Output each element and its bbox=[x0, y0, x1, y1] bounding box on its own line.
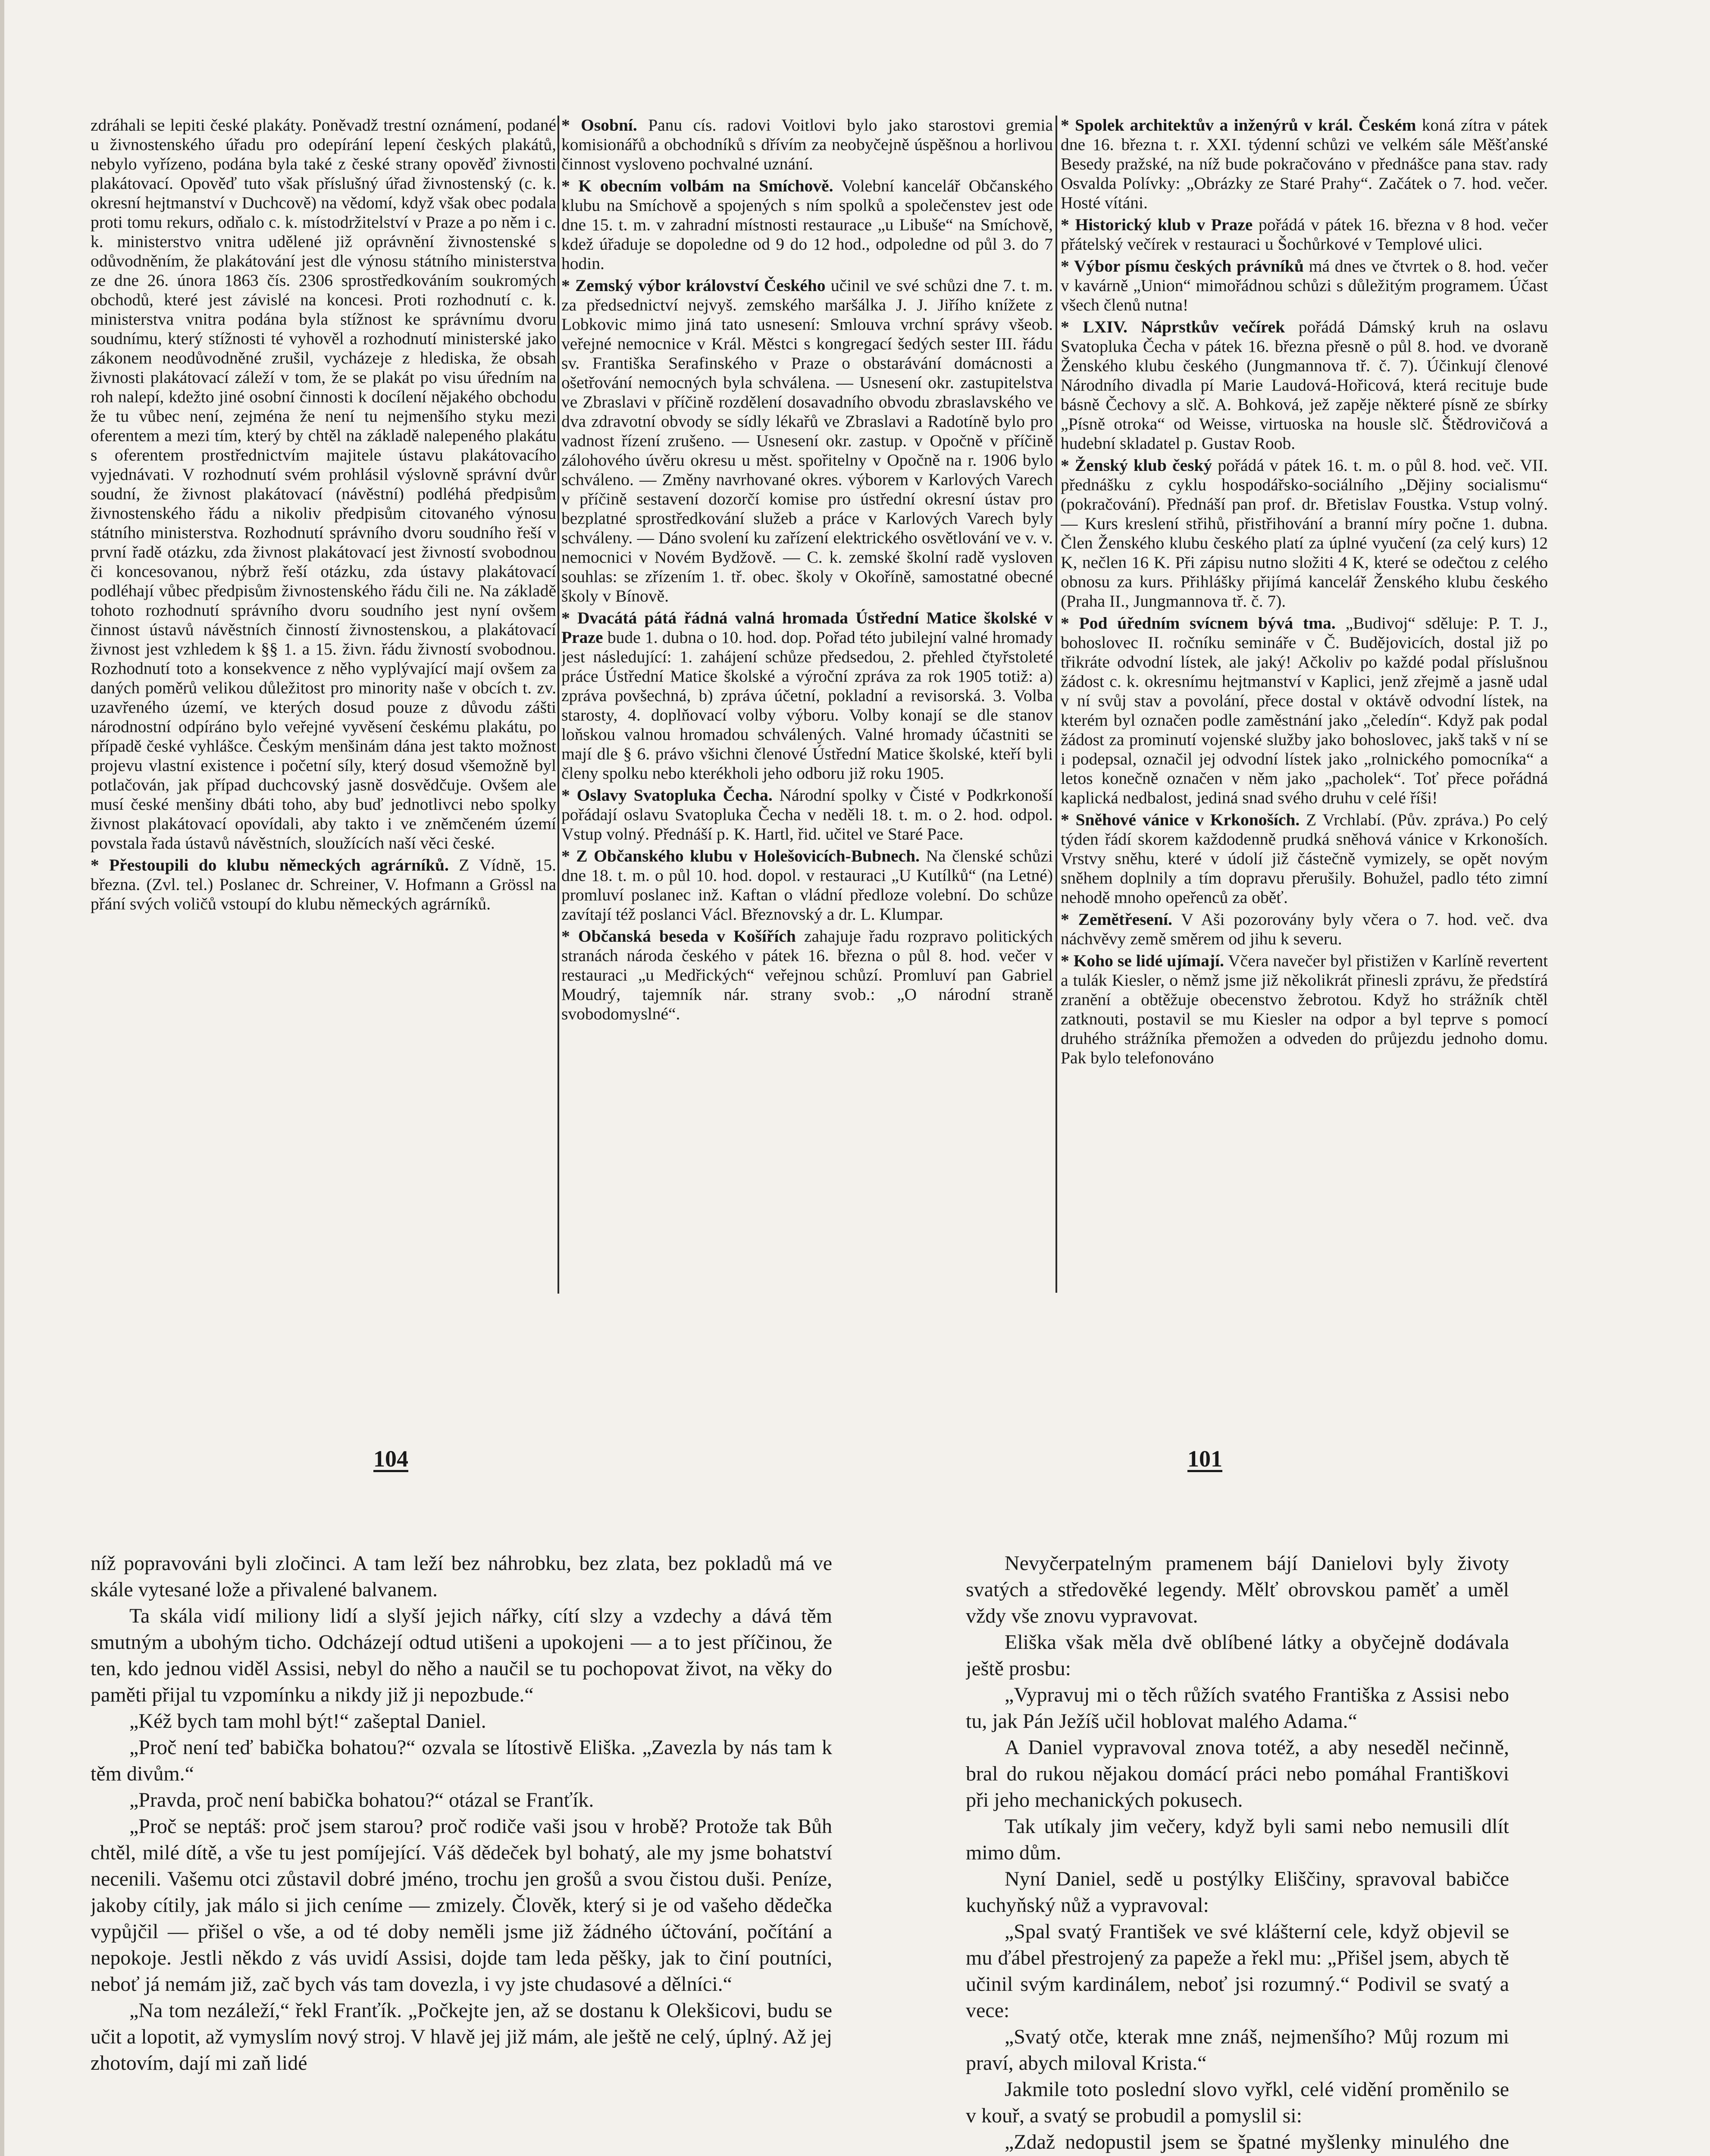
news-item-text: Na členské schůzi dne 18. t. m. o půl 10. hod. dopol. v restauraci „U Kutílků“ (na Letné) promluví poslanec inž. Kaftan o vládní předloze volební. Do schůze zavítají též poslanci Václ. Březnovský a dr. L. Klumpar. bbox=[561, 846, 1053, 924]
news-item bbox=[1061, 215, 1548, 254]
scan-left-edge bbox=[0, 0, 4, 2156]
news-item bbox=[561, 276, 1053, 606]
news-item bbox=[1061, 317, 1548, 453]
news-item-heading: * Oslavy Svatopluka Čecha. bbox=[561, 786, 773, 805]
news-item bbox=[1061, 810, 1548, 907]
news-item-heading: * Výbor písmu českých právníků bbox=[1061, 257, 1304, 276]
news-item bbox=[561, 608, 1053, 783]
news-item-text: zahajuje řadu rozpravo politických stranách národa českého v pátek 16. března o půl 8. hod. večer v restauraci „u Medřických“ veřejnou schůzí. Promluví pan Gabriel Moudrý, tajemník nár. strany svob.: „O národní straně svobodomyslné“. bbox=[561, 927, 1053, 1023]
story-paragraph: Eliška však měla dvě oblíbené látky a obyčejně dodávala ještě prosbu: bbox=[966, 1631, 1509, 1680]
story-paragraph: „Proč se neptáš: proč jsem starou? proč rodiče vaši jsou v hrobě? Protože tak Bůh chtěl, milé dítě, a vše tu jest pomíjející. Váš dědeček byl bohatý, ale my jsme bohatství necenili. Vašemu otci zůstavil dobré jméno, trochu jen grošů a svou čistou duši. Peníze, jakoby cítily, jak málo si jich ceníme — zmizely. Člověk, který si je od vašeho dědečka vypůjčil — přišel o vše, a od té doby neměli jsme již žádného účtování, počítání a nepokoje. Jestli někdo z vás uvidí Assisi, dojde tam leda pěšky, jak to činí poutníci, neboť já nemám již, zač bych vás tam dovezla, i vy jste chudasové a dělníci.“ bbox=[91, 1815, 832, 1996]
story-paragraph: Nyní Daniel, sedě u postýlky Eliščiny, spravoval babičce kuchyňský nůž a vypravoval: bbox=[966, 1868, 1509, 1917]
news-item-heading: * Sněhové vánice v Krkonoších. bbox=[1061, 810, 1300, 829]
news-item-text: „Budivoj“ sděluje: P. T. J., bohoslovec II. ročníku semináře v Č. Budějovicích, dostal již po třikráte odvodní lístek, ale jaký! Ačkoliv po každé podal příslušnou žádost c. k. okresnímu hejtmanství v Kaplici, jenž zřejmě a jasně udal v ní svůj stav a povolání, přece dostal v oktávě odvodní lístek, na kterém byl označen podle zaměstnání jako „čeledín“. Když pak podal žádost za prominutí vojenské služby jako bohoslovec, jakš takš v ní se i podepsal, označil jej odvodní lístek jako „rolnického pomocníka“ a letos konečně označen v něm jako „pacholek“. Toť přece pořádná kaplická nedbalost, jediná snad svého druhu v celé říši! bbox=[1061, 614, 1548, 807]
news-item-text: koná zítra v pátek dne 16. března t. r. XXI. týdenní schůzi ve velkém sále Měšťanské Besedy pražské, na níž bude pokračováno v přednášce pana stav. rady Osvalda Polívky: „Obrázky ze Staré Prahy“. Začátek o 7. hod. večer. Hosté vítáni. bbox=[1061, 116, 1548, 212]
newspaper-column-1 bbox=[91, 116, 556, 1295]
column-divider bbox=[1055, 116, 1057, 1293]
news-item-heading: * Z Občanského klubu v Holešovicích-Bubnech. bbox=[561, 846, 920, 865]
news-item-heading: * Zemětřesení. bbox=[1061, 910, 1172, 929]
story-paragraph: „Pravda, proč není babička bohatou?“ otázal se Franťík. bbox=[129, 1789, 594, 1811]
story-paragraph: Tak utíkaly jim večery, když byli sami nebo nemusili dlít mimo dům. bbox=[966, 1815, 1509, 1864]
story-paragraph: „Svatý otče, kterak mne znáš, nejmenšího? Můj rozum mi praví, abych miloval Krista.“ bbox=[966, 2025, 1509, 2075]
newspaper-column-2 bbox=[561, 116, 1053, 1284]
news-item-text: Panu cís. radovi Voitlovi bylo jako starostovi gremia komisionářů a obchodníků s dřívím za neobyčejně úspěšnou a horlivou činnost vysloveno pochvalné uznání. bbox=[561, 116, 1053, 173]
news-item-text: Včera navečer byl přistižen v Karlíně revertent a tulák Kiesler, o němž jsme již několikrát přinesli zprávu, že předstírá zranění a obtěžuje obecenstvo žebrotou. Když ho strážník chtěl zatknouti, postavil se mu Kiesler na odpor a byl teprve s pomocí druhého strážníka přemožen a odveden do průjezdu jednoho domu. Pak bylo telefonováno bbox=[1061, 951, 1548, 1067]
newspaper-column-3 bbox=[1061, 116, 1548, 1286]
story-paragraph: „Kéž bych tam mohl být!“ zašeptal Daniel. bbox=[129, 1710, 486, 1733]
news-item-text: Volební kancelář Občanského klubu na Smíchově a spojených s ním spolků a společenstev jest ode dne 15. t. m. v zahradní místnosti restaurace „u Libuše“ na Smíchově, kdež úřaduje se dopoledne od 9 do 12 hod., odpoledne od půl 3. do 7 hodin. bbox=[561, 176, 1053, 273]
news-item-text: bude 1. dubna o 10. hod. dop. Pořad této jubilejní valné hromady jest následující: 1. zahájení schůze předsedou, 2. přehled čtyřstoleté práce Ústřední Matice školské a výroční zpráva za rok 1905 totiž: a) zpráva povšechná, b) zpráva účetní, pokladní a revisorská. 3. Volba starosty, 4. doplňovací volby výboru. Volby konají se dle stanov loňskou valnou hromadou schválených. Valné hromady účastniti se mají dle § 6. právo všichni členové Ústřední Matice školské, kteří byli členy spolku nebo kterékholi jeho odboru již roku 1905. bbox=[561, 628, 1053, 783]
column-divider bbox=[557, 116, 559, 1294]
story-paragraph: „Proč není teď babička bohatou?“ ozvala se lítostivě Eliška. „Zavezla by nás tam k těm divům.“ bbox=[91, 1736, 832, 1785]
story-paragraph: „Zdaž nedopustil jsem se špatné myšlenky minulého dne bbox=[1005, 2131, 1509, 2153]
news-item-text: Z Vrchlabí. (Pův. zpráva.) Po celý týden řádí skorem každodenně prudká sněhová vánice v Krkonoších. Vrstvy sněhu, které v údolí již částečně vymizely, se opět novým sněhem doplnily a tím dopravu přerušily. Bohužel, padlo této zimní nehodě mnoho opeřenců za oběť. bbox=[1061, 810, 1548, 907]
news-item-text: má dnes ve čtvrtek o 8. hod. večer v kavárně „Union“ mimořádnou schůzi s důležitým programem. Účast všech členů nutna! bbox=[1061, 257, 1548, 314]
news-item-text: učinil ve své schůzi dne 7. t. m. za předsednictví nejvyš. zemského maršálka J. J. Jiřího knížete z Lobkovic mimo jiná tato usnesení: Smlouva vrchní správy všeob. veřejné nemocnice v Král. Městci s kongregací šedých sester III. řádu sv. Františka Serafinského v Praze o obstarávání domácnosti a ošetřování nemocných byla schválena. — Usnesení okr. zastupitelstva ve Zbraslavi v příčině rozdělení dosavadního obvodu zbraslavského ve dva zdravotní obvody se sídly lékařů ve Zbraslavi a Radotíně bylo pro vadnost řízení zrušeno. — Usnesení okr. zastup. v Opočně v příčině zálohového úvěru okresu u měst. spořitelny v Opočně na r. 1906 bylo schváleno. — Změny navrhované okres. výborem v Karlových Varech v příčině sestavení dozorčí komise pro ústřední okresní ústav pro bezplatné sprostředkování služeb a práce v Karlových Varech byly schváleny. — Dáno svolení ku zařízení elektrického osvětlování ve v. v. nemocnici v Novém Bydžově. — C. k. zemské školní radě vysloven souhlas: se zřízením 1. tř. obec. školy v Okoříně, samostatné obecné školy v Bínově. bbox=[561, 276, 1053, 605]
news-item bbox=[1061, 910, 1548, 949]
news-item bbox=[1061, 456, 1548, 611]
news-item-heading: * LXIV. Náprstkův večírek bbox=[1061, 317, 1285, 336]
story-paragraph: „Vypravuj mi o těch růžích svatého Františka z Assisi nebo tu, jak Pán Ježíš učil hoblovat malého Adama.“ bbox=[966, 1683, 1509, 1733]
news-item-heading: * Historický klub v Praze bbox=[1061, 215, 1253, 234]
story-paragraph: „Na tom nezáleží,“ řekl Franťík. „Počkejte jen, až se dostanu k Olekšicovi, budu se učit a lopotit, až vymyslím nový stroj. V hlavě jej již mám, ale ještě ne celý, úplný. Až jej zhotovím, dají mi zaň lidé bbox=[91, 1999, 832, 2075]
news-item-heading: * K obecním volbám na Smíchově. bbox=[561, 176, 833, 195]
news-item-heading: * Přestoupili do klubu německých agrárníků. bbox=[91, 856, 449, 874]
news-item bbox=[561, 786, 1053, 844]
book-page-right bbox=[966, 1550, 1509, 2156]
news-item bbox=[561, 846, 1053, 924]
news-item-text: zdráhali se lepiti české plakáty. Poněvadž trestní oznámení, podané u živnostenského úřadu pro odepírání lepení českých plakátů, nebylo vyřízeno, podána byla také z české strany opověď živnosti plakátovací. Opověď tuto však příslušný úřad živnostenský (c. k. okresní hejtmanství v Duchcově) na vědomí, když však obec podala proti tomu rekurs, odňalo c. k. místodržitelství v Praze a po něm i c. k. ministerstvo vnitra udělené již oprávnění živnostenské s odůvodněním, že plakátování jest dle výnosu státního ministerstva ze dne 26. února 1863 čís. 2306 sprostředkováním soukromých obchodů, které jest závislé na koncesi. Proti rozhodnutí c. k. ministerstva vnitra podána byla stížnost ke správnímu dvoru soudnímu, který stížnosti té vyhověl a rozhodnutí ministerské jako zákonem neodůvodněné zrušil, vycházeje z hlediska, že obsah živnosti plakátovací záleží v tom, že se plakát po visu úředním na roh nalepí, kdežto jiné osobní činnosti k docílení nějakého obchodu že tu vůbec není, zejména že není tu nejmenšího styku mezi oferentem a mezi tím, který by chtěl na základě nalepeného plakátu s oferentem prostřednictvím majitele ústavu plakátovacího vyjednávati. V rozhodnutí svém prohlásil výslovně správní dvůr soudní, že živnost plakátovací (návěstní) podléhá předpisům živnostenského řádu a nikoliv předpisům citovaného výnosu státního ministerstva. Rozhodnutí správního dvoru soudního řeší v první řadě otázku, zda živnost plakátovací jest živností svobodnou či koncesovanou, nýbrž řeší otázku, zda ústavy plakátovací podléhají vůbec předpisům živnostenského řádu čili ne. Na základě tohoto rozhodnutí správního dvoru soudního jest nyní ovšem činnost ústavů návěstních činností živnostenskou, a plakátovací živnost jest vzhledem k §§ 1. a 15. živn. řádu živností svobodnou. Rozhodnutí toto a konsekvence z něho vyplývající mají ovšem za daných poměrů velikou důležitost pro minority naše v obcích t. zv. uzavřeného území, ve kterých dosud pouze z důvodu zášti národnostní odpíráno bylo veřejné vyvěsení českému plakátu, po případě české vyhlášce. Českým menšinám dána jest takto možnost projevu vlastní existence i početní síly, který dosud všemožně byl potlačován, jak případ duchcovský jasně dosvědčuje. Ovšem ale musí české menšiny dbáti toho, aby buď jednotlivci nebo spolky živnost plakátovací opovídali, aby takto i ve zněmčeném území povstala řada ústavů návěstních, sloužících naší věci české. bbox=[91, 116, 556, 852]
news-item bbox=[561, 116, 1053, 174]
news-item-heading: * Ženský klub český bbox=[1061, 456, 1212, 475]
book-page-left bbox=[91, 1550, 832, 2156]
story-paragraph: Nevyčerpatelným pramenem bájí Danielovi byly životy svatých a středověké legendy. Mělť obrovskou paměť a uměl vždy vše znovu vypravovat. bbox=[966, 1552, 1509, 1627]
news-item bbox=[91, 856, 556, 914]
page-number-right: 101 bbox=[1187, 1446, 1222, 1472]
page-number-left: 104 bbox=[373, 1446, 408, 1472]
news-item-text: V Aši pozorovány byly včera o 7. hod. več. dva náchvěvy země směrem od jihu k severu. bbox=[1061, 910, 1548, 948]
news-item-text: pořádá v pátek 16. března v 8 hod. večer přátelský večírek v restauraci u Šochůrkové v Templové ulici. bbox=[1061, 215, 1548, 254]
news-item bbox=[91, 116, 556, 853]
story-paragraph: níž popravováni byli zločinci. A tam leží bez náhrobku, bez zlata, bez pokladů má ve skále vytesané lože a přivalené balvanem. bbox=[91, 1552, 832, 1601]
news-item-heading: * Koho se lidé ujímají. bbox=[1061, 951, 1224, 970]
story-paragraph: „Spal svatý František ve své klášterní cele, když objevil se mu ďábel přestrojený za papeže a řekl mu: „Přišel jsem, abych tě učinil svým kardinálem, neboť jsi rozumný.“ Podivil se svatý a vece: bbox=[966, 1920, 1509, 2022]
news-item bbox=[1061, 614, 1548, 808]
news-item bbox=[561, 927, 1053, 1024]
news-item-heading: * Spolek architektův a inženýrů v král. Českém bbox=[1061, 116, 1416, 135]
news-item bbox=[1061, 116, 1548, 213]
news-item-text: Z Vídně, 15. března. (Zvl. tel.) Poslanec dr. Schreiner, V. Hofmann a Grössl na přání svých voličů vstoupí do klubu německých agrárníků. bbox=[91, 856, 556, 913]
news-item-heading: * Občanská beseda v Košířích bbox=[561, 927, 796, 946]
news-item-heading: * Dvacátá pátá řádná valná hromada Ústřední Matice školské v Praze bbox=[561, 608, 1053, 647]
news-item-heading: * Zemský výbor království Českého bbox=[561, 276, 826, 295]
news-item bbox=[1061, 951, 1548, 1068]
story-paragraph: A Daniel vypravoval znova totéž, a aby neseděl nečinně, bral do rukou nějakou domácí práci nebo pomáhal Františkovi při jeho mechanických pokusech. bbox=[966, 1736, 1509, 1811]
news-item-heading: * Osobní. bbox=[561, 116, 637, 135]
news-item-text: pořádá Dámský kruh na oslavu Svatopluka Čecha v pátek 16. března přesně o půl 8. hod. ve dvoraně Ženského klubu českého (Jungmannova tř. č. 7). Účinkují členové Národního divadla pí Marie Laudová-Hořicová, která recituje bude básně Čechovy a slč. A. Bohková, jež zapěje některé písně ze sbírky „Písně otroka“ od Weisse, virtuoska na housle slč. Štědrovičová a hudební skladatel p. Gustav Roob. bbox=[1061, 317, 1548, 453]
news-item bbox=[1061, 257, 1548, 315]
news-item bbox=[561, 176, 1053, 273]
news-item-text: Národní spolky v Čisté v Podkrkonoší pořádají oslavu Svatopluka Čecha v neděli 18. t. m. o 2. hod. odpol. Vstup volný. Přednáší p. K. Hartl, řid. učitel ve Staré Pace. bbox=[561, 786, 1053, 843]
story-paragraph: Ta skála vidí miliony lidí a slyší jejich nářky, cítí slzy a vzdechy a dává těm smutným a ubohým ticho. Odcházejí odtud utišeni a upokojeni — a to jest příčinou, že ten, kdo jednou viděl Assisi, nebyl do něho a naučil se tu pochopovat život, na věky do paměti přijal tu vzpomínku a nikdy již ji nepozbude.“ bbox=[91, 1604, 832, 1706]
news-item-text: pořádá v pátek 16. t. m. o půl 8. hod. več. VII. přednášku z cyklu hospodářsko-sociálního „Dějiny socialismu“ (pokračování). Přednáší pan prof. dr. Břetislav Foustka. Vstup volný. — Kurs kreslení střihů, přistřihování a branní míry počne 1. dubna. Člen Ženského klubu českého platí za úplné vyučení (za celý kurs) 12 K, nečlen 16 K. Při zápisu nutno složiti 4 K, které se odečtou z celého obnosu za kurs. Přihlášky přijímá kancelář Ženského klubu českého (Praha II., Jungmannova tř. č. 7). bbox=[1061, 456, 1548, 611]
news-item-heading: * Pod úředním svícnem bývá tma. bbox=[1061, 614, 1336, 633]
story-paragraph: Jakmile toto poslední slovo vyřkl, celé vidění proměnilo se v kouř, a svatý se probudil a pomyslil si: bbox=[966, 2078, 1509, 2127]
